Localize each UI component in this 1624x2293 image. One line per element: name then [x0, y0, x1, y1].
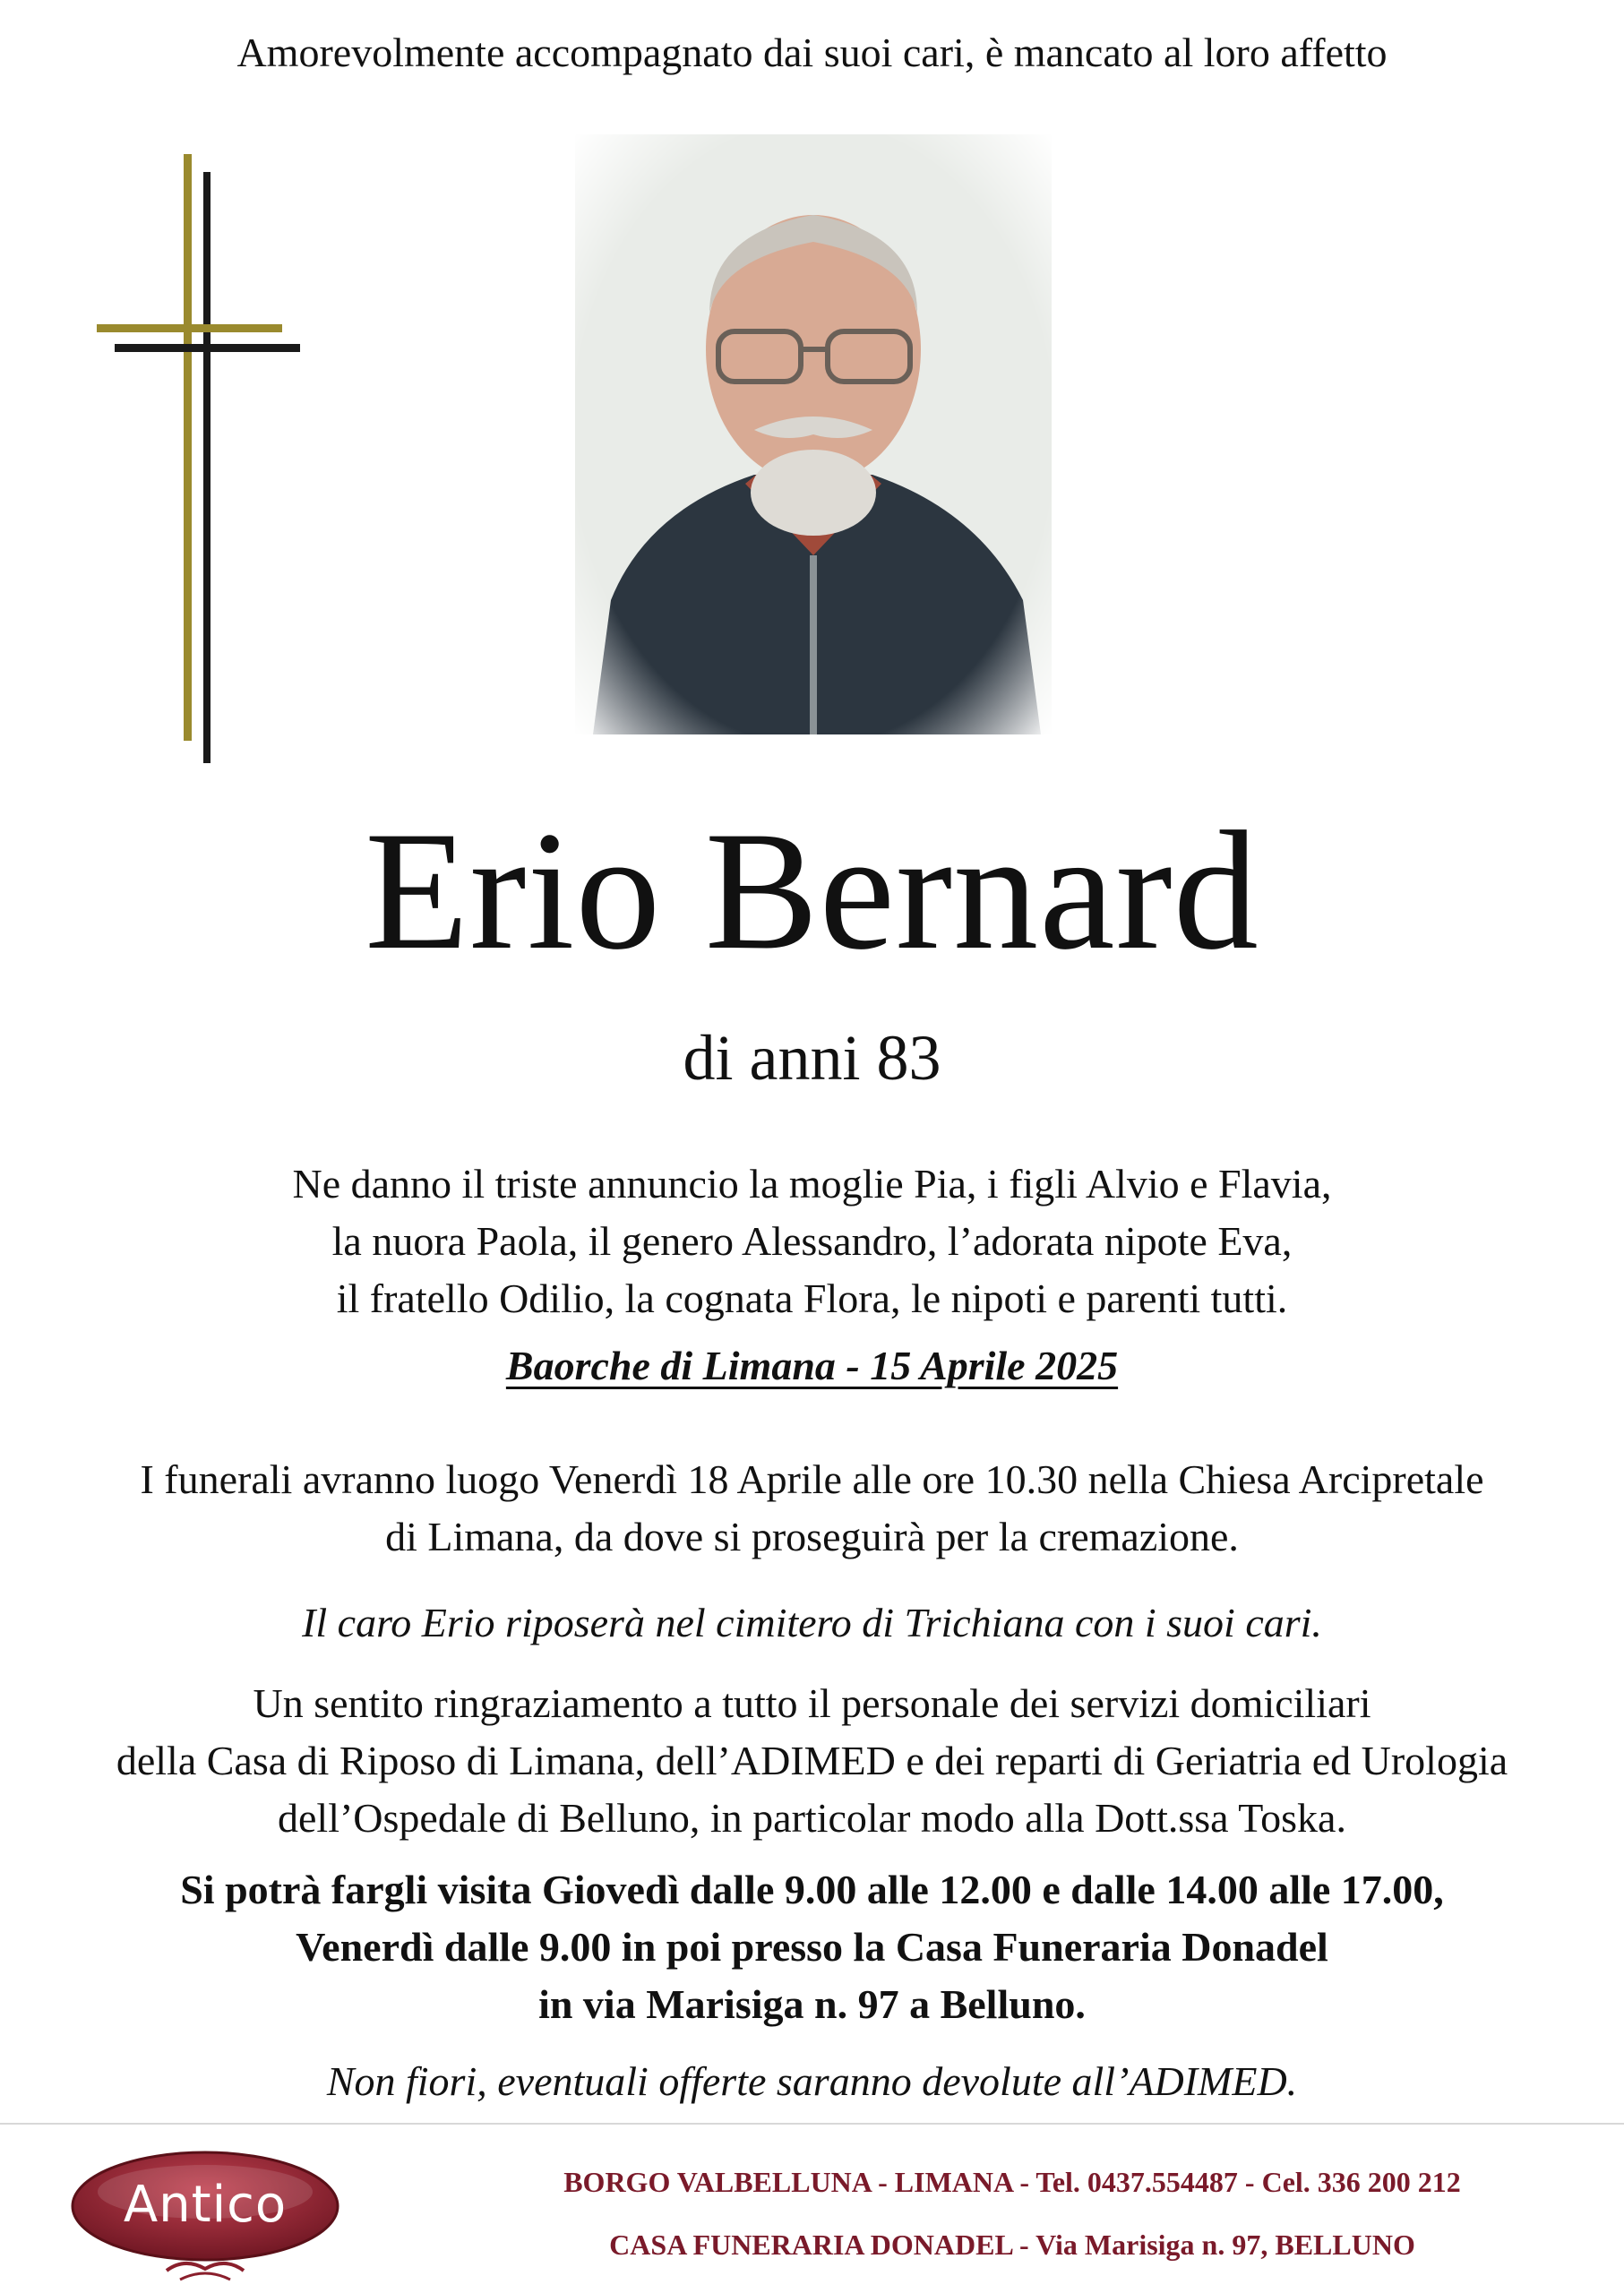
thanks-line: Un sentito ringraziamento a tutto il personale dei servizi domiciliari [253, 1680, 1371, 1726]
funeral-line: di Limana, da dove si proseguirà per la cremazione. [385, 1514, 1239, 1559]
visits-line: Venerdì dalle 9.00 in poi presso la Casa Funeraria Donadel [296, 1924, 1328, 1970]
place-date [0, 1342, 1624, 1389]
footer-contact-line: BORGO VALBELLUNA - LIMANA - Tel. 0437.554487 - Cel. 336 200 212 [563, 2166, 1461, 2198]
visits-paragraph [0, 1861, 1624, 2033]
footer-divider [0, 2123, 1624, 2125]
antico-logo [68, 2145, 342, 2284]
footer-address-line: CASA FUNERARIA DONADEL - Via Marisiga n. 97, BELLUNO [609, 2229, 1415, 2261]
thanks-line: dell’Ospedale di Belluno, in particolar modo alla Dott.ssa Toska. [278, 1795, 1346, 1841]
logo-text: Antico [123, 2176, 288, 2234]
visits-line: in via Marisiga n. 97 a Belluno. [538, 1981, 1086, 2027]
cross-vertical-gold [184, 154, 192, 741]
deceased-age: di anni 83 [683, 1022, 941, 1094]
funeral-paragraph [0, 1451, 1624, 1566]
announcement-line: la nuora Paola, il genero Alessandro, l’adorata nipote Eva, [331, 1218, 1293, 1264]
thanks-paragraph [0, 1675, 1624, 1847]
announcement-line: Ne danno il triste annuncio la moglie Pia, i figli Alvio e Flavia, [292, 1161, 1332, 1207]
visits-line: Si potrà fargli visita Giovedì dalle 9.00 alle 12.00 e dalle 14.00 alle 17.00, [180, 1867, 1444, 1912]
deceased-name: Erio Bernard [365, 797, 1259, 985]
flowers-note: Non fiori, eventuali offerte saranno devolute all’ADIMED. [326, 2058, 1298, 2104]
cross-horizontal-black [115, 344, 300, 352]
cross-vertical-black [203, 172, 211, 763]
intro-text: Amorevolmente accompagnato dai suoi cari, è mancato al loro affetto [236, 30, 1388, 75]
place-date-text: Baorche di Limana - 15 Aprile 2025 [505, 1343, 1119, 1388]
announcement-line: il fratello Odilio, la cognata Flora, le nipoti e parenti tutti. [336, 1275, 1288, 1321]
funeral-line: I funerali avranno luogo Venerdì 18 Aprile alle ore 10.30 nella Chiesa Arcipretale [140, 1456, 1484, 1502]
thanks-line: della Casa di Riposo di Limana, dell’ADIMED e dei reparti di Geriatria ed Urologia [116, 1738, 1508, 1783]
cross-horizontal-gold [97, 324, 282, 332]
announcement-paragraph [0, 1155, 1624, 1327]
burial-text: Il caro Erio riposerà nel cimitero di Trichiana con i suoi cari. [302, 1600, 1322, 1645]
portrait-photo [575, 134, 1052, 734]
